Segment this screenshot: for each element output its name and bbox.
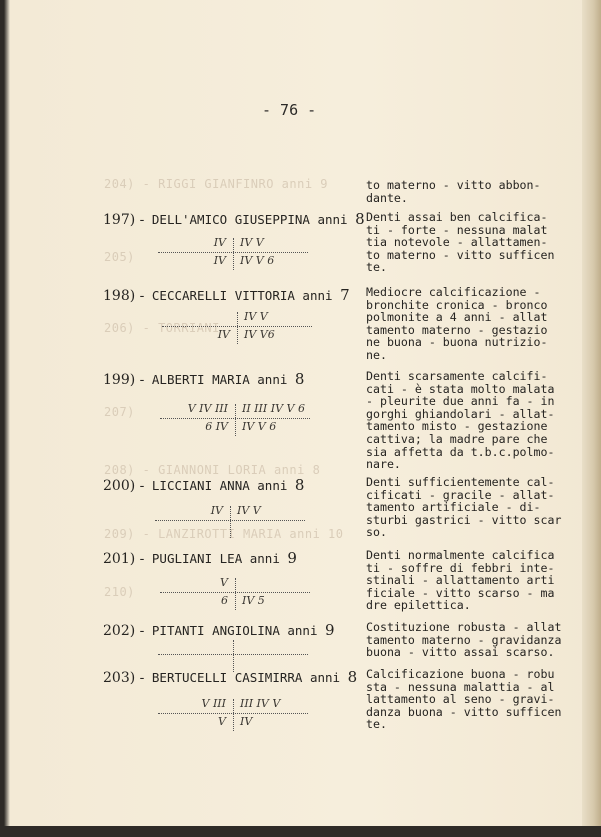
teeth-upper-right: III IV V <box>240 697 281 710</box>
entry-age: 9 <box>287 549 297 567</box>
bleed-through-text: 205) <box>104 250 135 264</box>
page-number: - 76 - <box>262 101 317 119</box>
teeth-upper-left: IV <box>213 236 226 249</box>
entry-heading <box>103 549 297 567</box>
entry-name: PITANTI ANGIOLINA anni <box>151 623 318 638</box>
entry-description: Denti assai ben calcifica- ti - forte - nessuna malat tia notevole - allattamen- to materno - vitto sufficen te. <box>366 210 555 275</box>
entry-description: Mediocre calcificazione - bronchite cronica - bronco polmonite a 4 anni - allat tamento materno - gestazio ne buona - buona nutrizio- ne. <box>366 285 548 362</box>
entry-age: 7 <box>340 286 350 304</box>
teeth-upper-right: IV V <box>237 504 261 517</box>
teeth-lower-right: IV 5 <box>242 594 265 607</box>
entry-description: Costituzione robusta - allat tamento materno - gravidanza buona - vitto assai scarso. <box>366 620 562 660</box>
bleed-through-text: 209) - LANZIROTTI MARIA anni 10 <box>104 527 344 541</box>
dental-chart <box>160 404 310 436</box>
teeth-lower-left: 6 <box>221 594 228 607</box>
continuation-text: to materno - vitto abbon- dante. <box>366 178 541 205</box>
bleed-through-text: 208) - GIANNONI LORIA anni 8 <box>104 463 321 477</box>
teeth-upper-left: V <box>220 576 228 589</box>
teeth-lower-left: IV <box>217 328 230 341</box>
entry-heading <box>103 286 350 304</box>
entry-index: 199) - <box>103 372 145 388</box>
dental-chart <box>160 578 310 610</box>
dental-chart <box>158 238 308 270</box>
entry-index: 203) - <box>103 670 145 686</box>
entry-heading <box>103 210 365 228</box>
dental-chart <box>158 699 308 731</box>
bleed-through-text: 204) - RIGGI GIANFINRO anni 9 <box>104 177 329 191</box>
entry-index: 198) - <box>103 288 145 304</box>
entry-index: 197) - <box>103 212 145 228</box>
teeth-lower-left: 6 IV <box>205 420 228 433</box>
entry-age: 8 <box>294 370 305 388</box>
entry-description: Denti scarsamente calcifi- cati - è stata molto malata - pleurite due anni fa - in gorghi ghiandolari - allat- tamento misto - gestazione cattiva; la madre pare che sia affetta da t.b.c.polmo- nare. <box>366 369 555 472</box>
teeth-upper-right: IV V <box>244 310 268 323</box>
bleed-through-text: 206) - TORRIANI <box>104 321 220 335</box>
entry-name: BERTUCELLI CASIMIRRA anni <box>151 670 341 685</box>
entry-index: 202) - <box>103 623 145 639</box>
teeth-upper-right: IV V <box>240 236 264 249</box>
teeth-upper-left: V IV III <box>187 402 228 415</box>
bleed-through-text: 207) <box>104 405 135 419</box>
entry-heading <box>103 668 357 686</box>
teeth-lower-right: IV V 6 <box>240 254 275 267</box>
dental-chart <box>162 312 312 344</box>
entry-name: LICCIANI ANNA anni <box>151 478 288 493</box>
entry-name: ALBERTI MARIA anni <box>151 372 288 387</box>
entry-name: CECCARELLI VITTORIA anni <box>151 288 333 303</box>
page-edge-shadow <box>582 0 601 837</box>
teeth-lower-right: IV <box>240 715 253 728</box>
entry-description: Calcificazione buona - robu sta - nessuna malattia - al lattamento al seno - gravi- danza buona - vitto sufficen te. <box>366 667 562 732</box>
entry-description: Denti sufficientemente cal- cificati - gracile - allat- tamento artificiale - di- sturbi gastrici - vitto scar so. <box>366 475 562 540</box>
teeth-upper-right: II III IV V 6 <box>242 402 305 415</box>
bleed-through-text: 210) <box>104 585 135 599</box>
entry-heading <box>103 476 304 494</box>
teeth-upper-left: IV <box>210 504 223 517</box>
teeth-lower-left: IV <box>213 254 226 267</box>
entry-age: 8 <box>355 210 365 228</box>
entry-name: PUGLIANI LEA anni <box>151 551 280 566</box>
dental-chart <box>155 506 305 538</box>
teeth-lower-left: V <box>218 715 226 728</box>
page-bottom-edge <box>0 826 601 837</box>
entry-index: 201) - <box>103 551 145 567</box>
entry-name: DELL'AMICO GIUSEPPINA anni <box>151 212 348 227</box>
entry-index: 200) - <box>103 478 145 494</box>
teeth-upper-left: V III <box>201 697 226 710</box>
entry-age: 8 <box>347 668 358 686</box>
entry-heading <box>103 370 304 388</box>
entry-age: 8 <box>294 476 305 494</box>
teeth-lower-right: IV V 6 <box>242 420 277 433</box>
entry-heading <box>103 621 335 639</box>
teeth-lower-right: IV V6 <box>244 328 275 341</box>
entry-age: 9 <box>325 621 335 639</box>
entry-description: Denti normalmente calcifica ti - soffre di febbri inte- stinali - allattamento arti ficiale - vitto scarso - ma dre epilettica. <box>366 548 555 613</box>
